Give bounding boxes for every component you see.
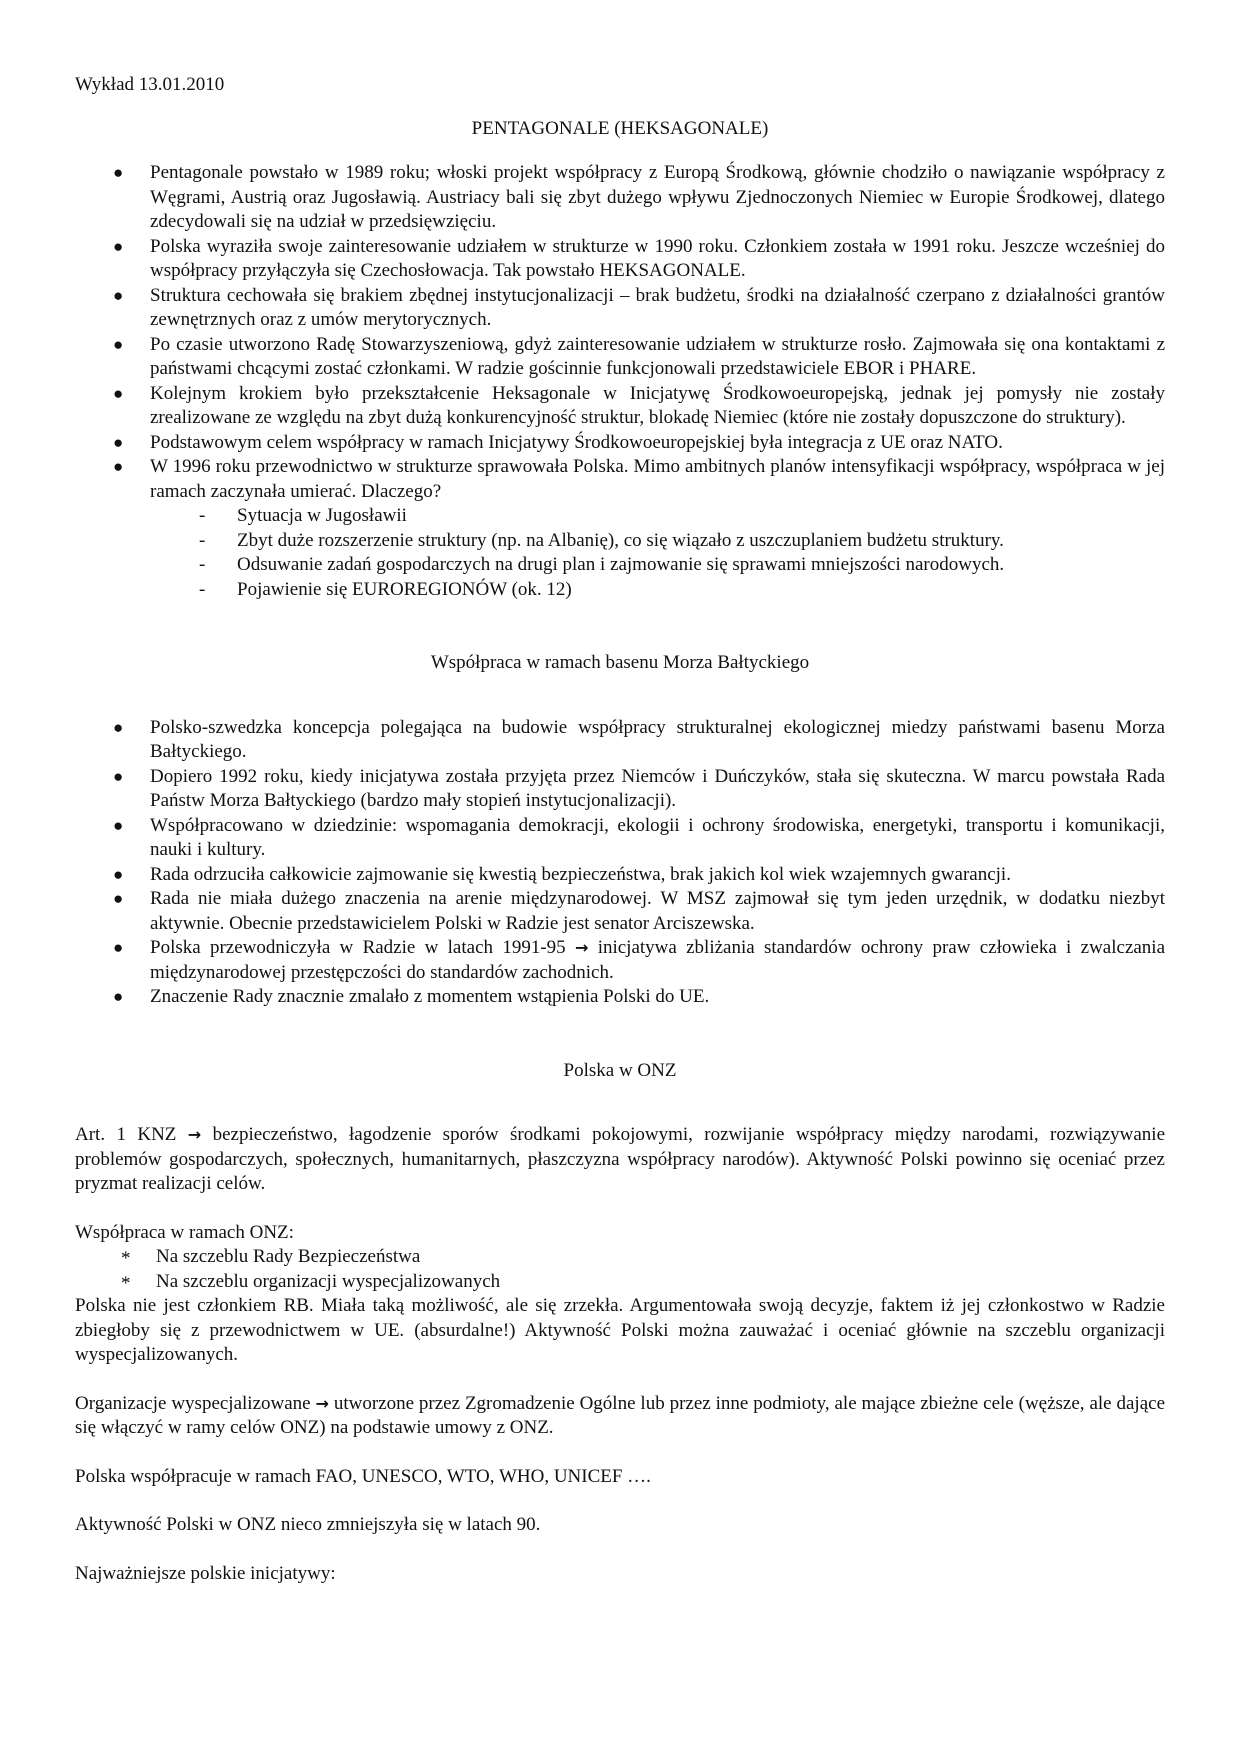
section-heading-baltic: Współpraca w ramach basenu Morza Bałtyckiego: [430, 652, 810, 673]
lecture-date: Wykład 13.01.2010: [75, 74, 225, 95]
list-item: ● Znaczenie Rady znacznie zmalało z momentem wstąpienia Polski do UE.: [75, 985, 1165, 1010]
asterisk-icon: *: [121, 1248, 131, 1269]
bullet-icon: ●: [113, 717, 124, 737]
arrow-right-icon: →: [187, 1125, 202, 1144]
bullet-icon: ●: [113, 864, 124, 884]
activity-paragraph: Aktywność Polski w ONZ nieco zmniejszyła się w latach 90.: [75, 1514, 541, 1535]
bullet-icon: ●: [113, 457, 124, 476]
asterisk-icon: *: [121, 1272, 131, 1294]
list-item: - Pojawienie się EUROREGIONÓW (ok. 12): [75, 578, 1165, 603]
list-item: - Sytuacja w Jugosławii: [75, 504, 1165, 529]
list-item: ● Po czasie utworzono Radę Stowarzyszeniową, gdyż zainteresowanie udziałem w strukturze rosło. Zajmowała się ona kontaktami z państwami chcącymi zostać członkami. W radzie gościnnie funkcjonowali przedstawiciele EBOR i PHARE.: [113, 333, 1165, 379]
list-item: * Na szczeblu organizacji wyspecjalizowanych: [75, 1270, 1165, 1295]
list-item: ● Podstawowym celem współpracy w ramach Inicjatywy Środkowoeuropejskiej była integracja z UE oraz NATO.: [75, 431, 1165, 456]
cooperation-label: Współpraca w ramach ONZ:: [75, 1221, 294, 1243]
list-item: ● Polska przewodniczyła w Radzie w latach 1991-95 → inicjatywa zbliżania standardów ochrony praw człowieka i zwalczania międzynarodowej przestępczości do standardów zachodnich.: [113, 937, 1166, 983]
dash-icon: -: [199, 505, 206, 526]
list-item: ● Polska wyraziła swoje zainteresowanie udziałem w strukturze w 1990 roku. Członkiem została w 1991 roku. Jeszcze wcześniej do współpracy przyłączyła się Czechosłowacja. Tak powstało HEKSAGONALE.: [113, 235, 1165, 281]
bullet-icon: ●: [113, 766, 124, 786]
list-item: * Na szczeblu Rady Bezpieczeństwa: [75, 1245, 1165, 1270]
list-item: - Odsuwanie zadań gospodarczych na drugi plan i zajmowanie się sprawami mniejszości narodowych.: [75, 553, 1165, 578]
initiatives-label: Najważniejsze polskie inicjatywy:: [75, 1562, 336, 1584]
dash-icon: -: [199, 529, 206, 551]
dash-icon: -: [199, 554, 206, 575]
bullet-icon: ●: [113, 236, 124, 256]
bullet-icon: ●: [113, 334, 124, 354]
list-item: ● Struktura cechowała się brakiem zbędnej instytucjonalizacji – brak budżetu, środki na działalność czerpano z działalności grantów zewnętrznych oraz z umów merytorycznych.: [113, 284, 1165, 330]
bullet-icon: ●: [113, 163, 124, 182]
list-item: ● Współpracowano w dziedzinie: wspomagania demokracji, ekologii i ochrony środowiska, energetyki, transportu i komunikacji, nauki i kultury.: [113, 814, 1165, 860]
bullet-icon: ●: [113, 383, 124, 403]
cooperation-star-list: [75, 1245, 1165, 1294]
section-heading-pentagonale: PENTAGONALE (HEKSAGONALE): [471, 117, 769, 139]
reasons-dash-list: [75, 504, 1165, 602]
baltic-bullet-list: [75, 716, 1165, 1010]
bullet-icon: ●: [113, 815, 124, 835]
bullet-icon: ●: [113, 285, 124, 305]
arrow-right-icon: →: [315, 1393, 329, 1413]
section-heading-onz: Polska w ONZ: [563, 1059, 677, 1081]
list-item: ● Pentagonale powstało w 1989 roku; włoski projekt współpracy z Europą Środkową, głównie chodziło o nawiązanie współpracy z Węgrami, Austrią oraz Jugosławią. Austriacy bali się zbyt dużego wpływu Zjednoczonych Niemiec w Europie Środkowej, dlatego zdecydowali się na udział w przedsięwzięciu.: [113, 162, 1165, 232]
security-council-paragraph: Polska nie jest członkiem RB. Miała taką możliwość, ale się zrzekła. Argumentowała swoją decyzje, faktem iż jej członkostwo w Radzie zbiegłoby się z przewodnictwem w UE. (absurdalne!) Aktywność Polski można zauważać i oceniać głównie na szczeblu organizacji wyspecjalizowanych.: [75, 1295, 1165, 1365]
dash-icon: -: [199, 578, 206, 600]
list-item: ● W 1996 roku przewodnictwo w strukturze sprawowała Polska. Mimo ambitnych planów intensyfikacji współpracy, współpraca w jej ramach zaczynała umierać. Dlaczego?: [113, 456, 1165, 502]
pentagonale-bullet-list: [75, 161, 1165, 504]
bullet-icon: ●: [113, 938, 124, 957]
list-item: ● Rada odrzuciła całkowicie zajmowanie się kwestią bezpieczeństwa, brak jakich kol wiek wzajemnych gwarancji.: [75, 863, 1165, 888]
list-item: ● Polsko-szwedzka koncepcja polegająca na budowie współpracy strukturalnej ekologicznej miedzy państwami basenu Morza Bałtyckiego.: [113, 716, 1165, 762]
bullet-icon: ●: [113, 889, 124, 908]
specialized-organizations-paragraph: Organizacje wyspecjalizowane → utworzone przez Zgromadzenie Ogólne lub przez inne podmioty, ale mające zbieżne cele (węższe, ale dające się włączyć w ramy celów ONZ) na podstawie umowy z ONZ.: [75, 1392, 1166, 1438]
arrow-right-icon: →: [574, 938, 589, 957]
bullet-icon: ●: [113, 987, 124, 1006]
list-item: - Zbyt duże rozszerzenie struktury (np. na Albanię), co się wiązało z uszczuplaniem budżetu struktury.: [75, 529, 1165, 554]
bullet-icon: ●: [113, 432, 124, 452]
art1-paragraph: Art. 1 KNZ → bezpieczeństwo, łagodzenie sporów środkami pokojowymi, rozwijanie współpracy między narodami, rozwiązywanie problemów gospodarczych, społecznych, humanitarnych, płaszczyzna współpracy narodów). Aktywność Polski powinno się oceniać przez pryzmat realizacji celów.: [75, 1124, 1166, 1194]
list-item: ● Kolejnym krokiem było przekształcenie Heksagonale w Inicjatywę Środkowoeuropejską, jednak jej pomysły nie zostały zrealizowane ze względu na zbyt dużą konkurencyjność struktur, blokadę Niemiec (które nie zostały dopuszczone do struktury).: [113, 382, 1165, 428]
cooperates-paragraph: Polska współpracuje w ramach FAO, UNESCO, WTO, WHO, UNICEF ….: [75, 1465, 651, 1487]
document-page: [75, 73, 1165, 1586]
list-item: ● Rada nie miała dużego znaczenia na arenie międzynarodowej. W MSZ zajmował się tym jeden urzędnik, w dodatku niezbyt aktywnie. Obecnie przedstawicielem Polski w Radzie jest senator Arciszewska.: [113, 888, 1165, 934]
list-item: ● Dopiero 1992 roku, kiedy inicjatywa została przyjęta przez Niemców i Duńczyków, stała się skuteczna. W marcu powstała Rada Państw Morza Bałtyckiego (bardzo mały stopień instytucjonalizacji).: [113, 765, 1165, 811]
